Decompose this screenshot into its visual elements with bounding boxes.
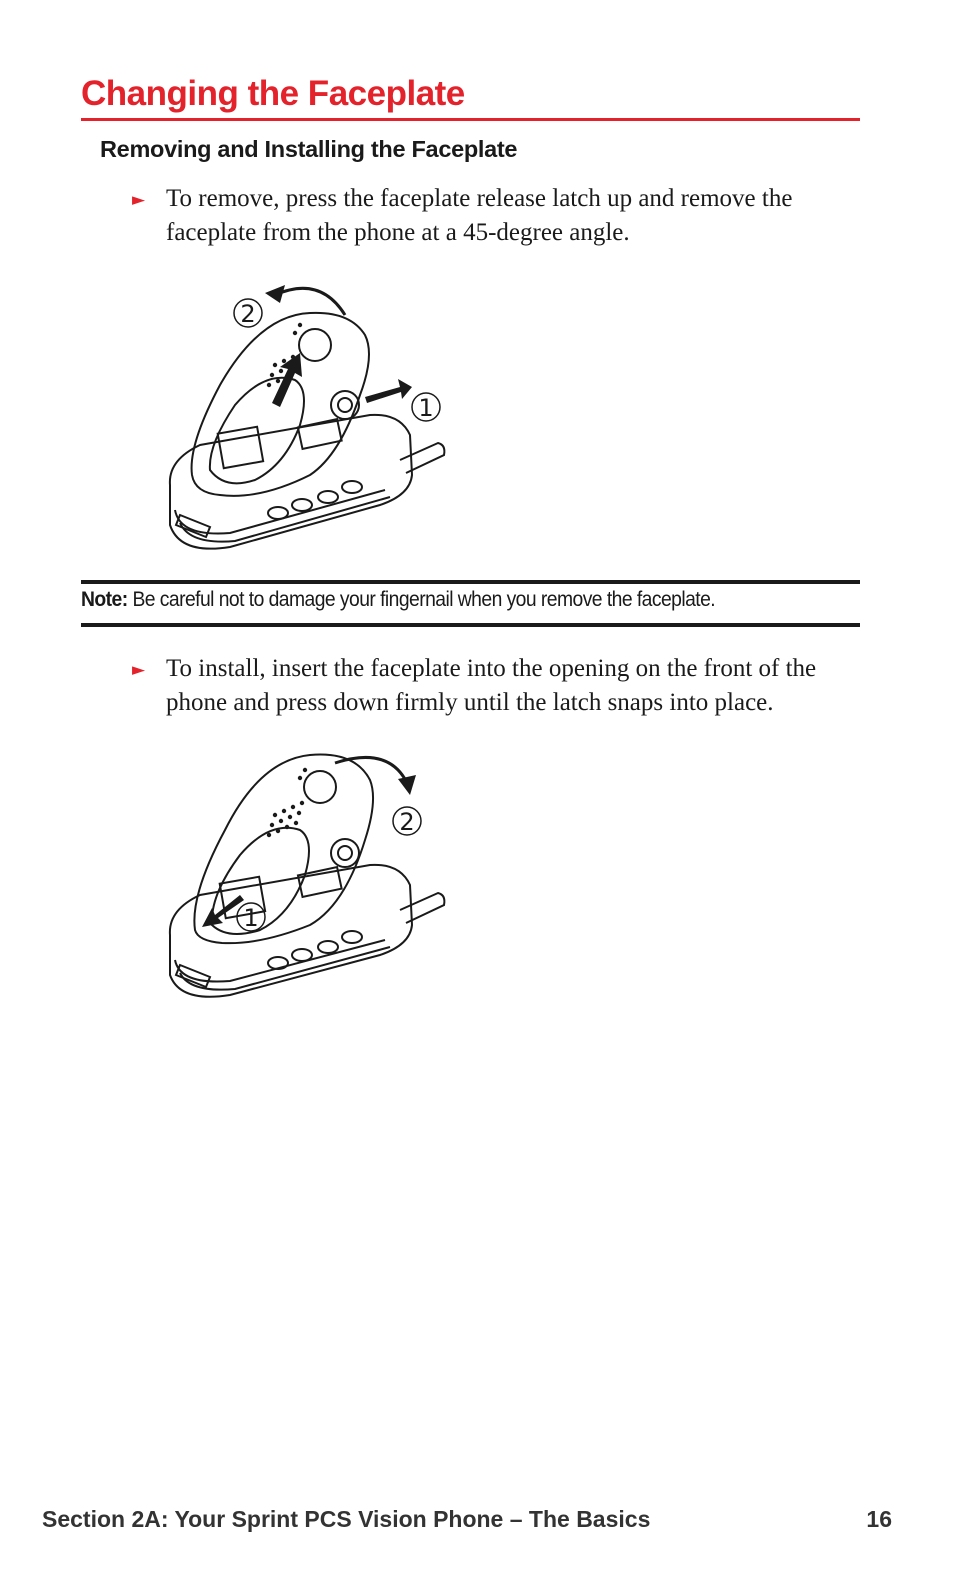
install-instruction: To install, insert the faceplate into the opening on the front of the phone and press down firmly until the latch snaps into place. <box>166 655 817 716</box>
section-subheading: Removing and Installing the Faceplate <box>100 136 518 162</box>
bullet-triangle-icon: ► <box>132 660 146 680</box>
step-1-label: 1 <box>418 394 434 422</box>
footer-section-title: Section 2A: Your Sprint PCS Vision Phone – The Basics <box>42 1506 651 1532</box>
remove-faceplate-illustration <box>160 275 460 565</box>
install-faceplate-illustration <box>160 745 460 1005</box>
note-top-rule <box>81 580 860 584</box>
step-1-label: 1 <box>243 904 259 932</box>
curved-arrow-icon <box>275 288 345 315</box>
phone-body <box>170 865 412 997</box>
step-2-label: 2 <box>240 300 256 328</box>
note-text: Be careful not to damage your fingernail when you remove the faceplate. <box>132 588 716 611</box>
note <box>81 588 817 612</box>
arrow-right-icon <box>365 379 412 403</box>
note-bottom-rule <box>81 623 860 627</box>
phone-body <box>170 415 412 549</box>
antenna <box>400 893 444 923</box>
note-label: Note: <box>81 588 128 611</box>
title-rule <box>81 118 860 121</box>
antenna <box>400 443 444 473</box>
page-title: Changing the Faceplate <box>81 74 465 113</box>
page-number: 16 <box>866 1506 892 1532</box>
curved-arrow-icon <box>335 757 408 785</box>
remove-instruction: To remove, press the faceplate release latch up and remove the faceplate from the phone at a 45-degree angle. <box>166 185 793 246</box>
bullet-triangle-icon: ► <box>132 190 146 210</box>
step-2-label: 2 <box>399 808 415 836</box>
